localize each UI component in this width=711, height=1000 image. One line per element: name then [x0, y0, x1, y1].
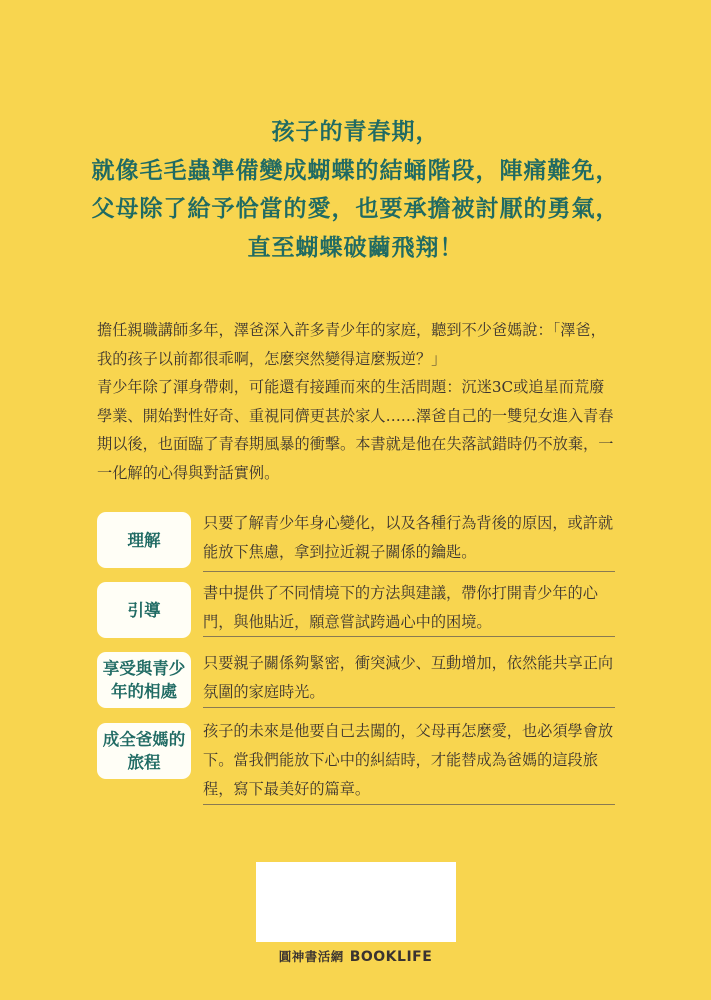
publisher-footer: [0, 947, 711, 965]
intro-text: [97, 316, 617, 488]
feature-badge: 引導: [97, 582, 191, 638]
divider: [203, 804, 615, 805]
feature-badge: 享受與青少年的相處: [97, 652, 191, 708]
divider: [203, 707, 615, 708]
publisher-brand: BOOKLIFE: [349, 949, 433, 965]
barcode-placeholder: [256, 862, 456, 942]
divider: [203, 571, 615, 572]
headline-line: 直至蝴蝶破繭飛翔！: [247, 233, 464, 261]
feature-description: 書中提供了不同情境下的方法與建議，帶你打開青少年的心門，與他貼近，願意嘗試跨過心中的困境。: [203, 584, 598, 631]
publisher-name: 圓神書活網: [278, 949, 344, 964]
headline-line: 就像毛毛蟲準備變成蝴蝶的結蛹階段，陣痛難免，: [91, 156, 620, 184]
intro-paragraph: 青少年除了渾身帶刺，可能還有接踵而來的生活問題：沉迷3C或追星而荒廢學業、開始對性好奇、重視同儕更甚於家人……澤爸自己的一雙兒女進入青春期以後，也面臨了青春期風暴的衝擊。本書就是他在失落試錯時仍不放棄，一一化解的心得與對話實例。: [97, 378, 614, 482]
intro-paragraph: 擔任親職講師多年，澤爸深入許多青少年的家庭，聽到不少爸媽說：「澤爸，我的孩子以前都很乖啊，怎麼突然變得這麼叛逆？」: [97, 321, 606, 368]
feature-description: 只要親子關係夠緊密，衝突減少、互動增加，依然能共享正向氛圍的家庭時光。: [203, 654, 614, 701]
feature-badge: 成全爸媽的旅程: [97, 723, 191, 779]
headline: [0, 113, 711, 267]
feature-badge: 理解: [97, 512, 191, 568]
headline-line: 孩子的青春期，: [271, 118, 440, 145]
feature-description: 孩子的未來是他要自己去闖的，父母再怎麼愛，也必須學會放下。當我們能放下心中的糾結時，才能替成為爸媽的這段旅程，寫下最美好的篇章。: [203, 722, 614, 798]
divider: [203, 636, 615, 637]
feature-description: 只要了解青少年身心變化，以及各種行為背後的原因，或許就能放下焦慮，拿到拉近親子關係的鑰匙。: [203, 514, 614, 561]
headline-line: 父母除了給予恰當的愛，也要承擔被討厭的勇氣，: [91, 195, 620, 222]
